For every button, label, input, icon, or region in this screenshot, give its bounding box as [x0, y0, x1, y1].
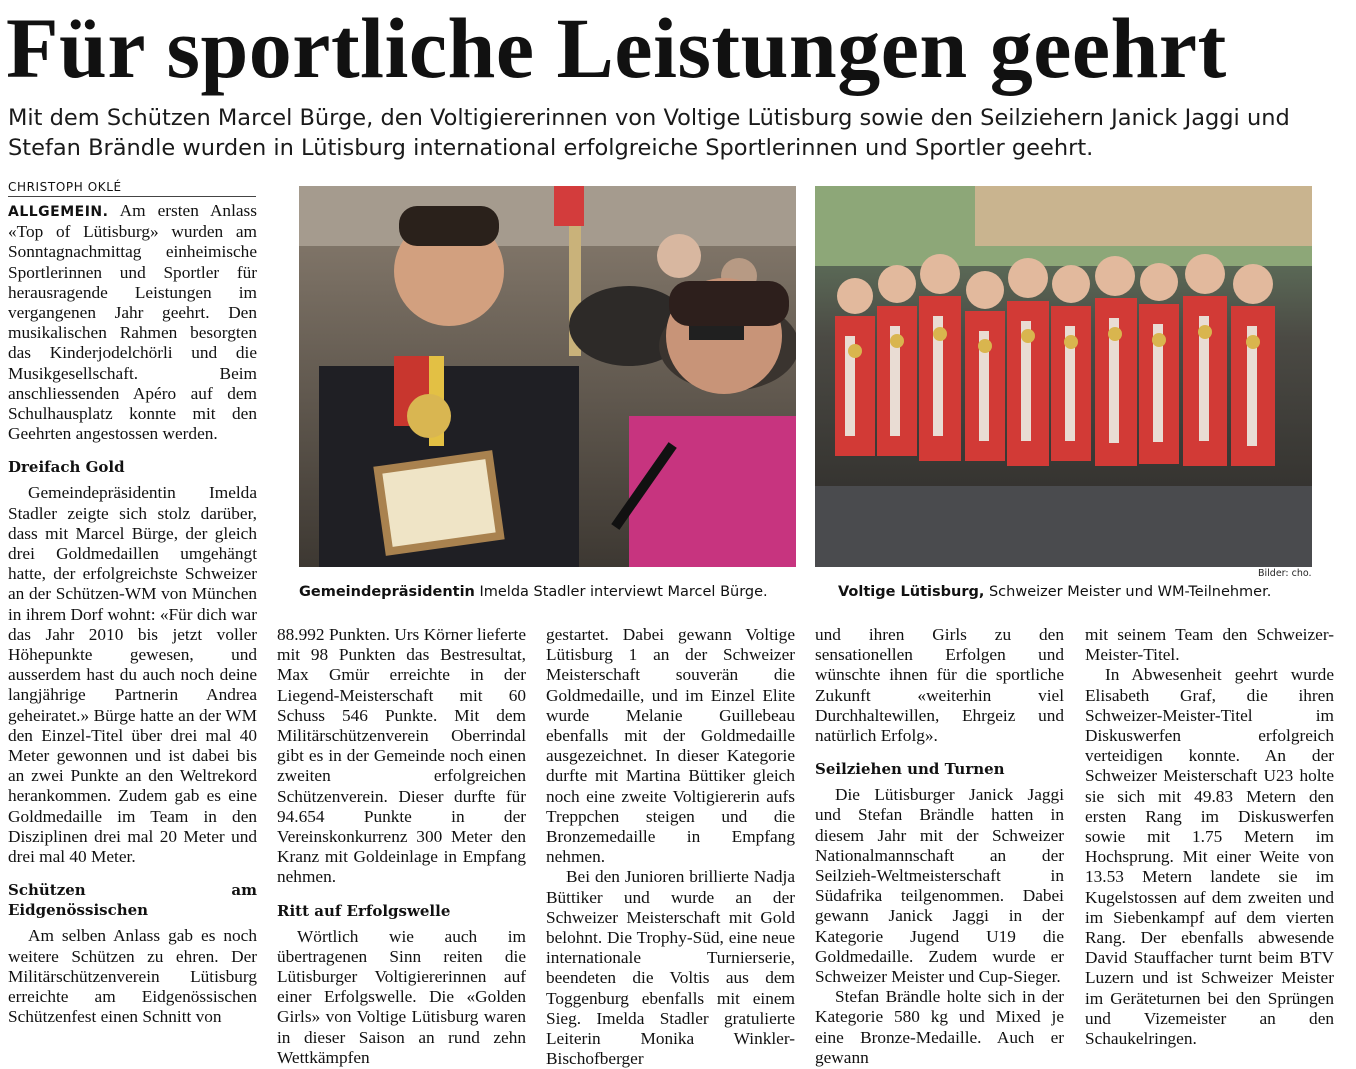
paragraph: Am selben Anlass gab es noch weitere Schützen zu ehren. Der Militärschützenverein Lütisburg erreichte am Eidgenössischen Schützenfest einen Schnitt von: [8, 926, 257, 1027]
intro-paragraph: [8, 201, 257, 444]
lead-paragraph: Mit dem Schützen Marcel Bürge, den Voltigiererinnen von Voltige Lütisburg sowie den Seilziehern Janick Jaggi und Stefan Brändle wurden in Lütisburg international erfolgreiche Sportlerinnen und Sportler geehrt.: [8, 105, 1290, 161]
paragraph: Die Lütisburger Janick Jaggi und Stefan Brändle hatten in diesem Jahr mit der Schweizer Nationalmannschaft an der Seilzieh-Weltmeisterschaft in Südafrika teilgenommen. Dabei gewann Janick Jaggi in der Kategorie Jugend U19 die Goldmedaille. Zudem wurde er Schweizer Meister und Cup-Sieger.: [815, 785, 1064, 987]
article-column-5: [1085, 625, 1334, 1049]
photo-illustration: [299, 186, 796, 567]
paragraph: Wörtlich wie auch im übertragenen Sinn reiten die Lütisburger Voltigiererinnen auf einer Erfolgswelle. Die «Golden Girls» von Voltige Lütisburg waren in dieser Saison an rund zehn Wettkämpfen: [277, 926, 526, 1067]
subheading-ritt: Ritt auf Erfolgswelle: [277, 901, 451, 920]
photo1-caption: [299, 584, 768, 600]
photo-credit: Bilder: cho.: [1258, 568, 1312, 579]
article-column-2: [277, 625, 526, 1068]
article-column-3: [546, 625, 795, 1069]
paragraph: und ihren Girls zu den sensationellen Erfolgen und wünschte ihnen für die sportliche Zukunft «weiterhin viel Durchhaltewillen, Ehrgeiz und natürlich Erfolg».: [815, 625, 1064, 746]
author-byline: CHRISTOPH OKLÉ: [8, 180, 256, 197]
headline: Für sportliche Leistungen geehrt: [6, 0, 1227, 96]
caption-bold: Voltige Lütisburg,: [838, 584, 985, 600]
article-column-4: [815, 625, 1064, 1068]
caption-text: Schweizer Meister und WM-Teilnehmer.: [984, 584, 1272, 600]
intro-text: Am ersten Anlass «Top of Lütisburg» wurden am Sonntagnachmittag einheimische Sportlerinnen und Sportler für herausragende Leistungen im vergangenen Jahr geehrt. Den musikalischen Rahmen besorgten das Kinderjodelchörli und die Musikgesellschaft. Beim anschliessenden Apéro auf dem Schulhausplatz konnte mit den Geehrten angestossen werden.: [8, 201, 257, 444]
paragraph: gestartet. Dabei gewann Voltige Lütisburg 1 an der Schweizer Meisterschaft souverän die Goldmedaille, und im Einzel Elite wurde Melanie Guillebeau ebenfalls mit der Goldmedaille ausgezeichnet. In dieser Kategorie durfte mit Martina Büttiker gleich noch eine zweite Voltigiererin aufs Treppchen steigen und die Bronzemedaille in Empfang nehmen.: [546, 625, 795, 867]
subheading-schuetzen: Schützen am Eidgenössischen: [8, 881, 257, 920]
photo-illustration: [815, 186, 1312, 567]
caption-bold: Gemeindepräsidentin: [299, 584, 475, 600]
paragraph: In Abwesenheit geehrt wurde Elisabeth Graf, die ihren Schweizer-Meister-Titel im Diskuswerfen erfolgreich verteidigen konnte. An der Schweizer Meisterschaft U23 holte sie sich mit 49.83 Metern den ersten Rang im Diskuswerfen sowie mit 1.75 Metern im Hochsprung. Mit einer Weite von 13.53 Metern landete sie im Kugelstossen auf dem zweiten und im Siebenkampf auf dem vierten Rang. Der ebenfalls abwesende David Stauffacher turnt beim BTV Luzern und ist Schweizer Meister im Geräteturnen bei den Sprüngen und Vizemeister an den Schaukelringen.: [1085, 665, 1334, 1049]
kicker: ALLGEMEIN.: [8, 204, 109, 220]
subheading-seilziehen: Seilziehen und Turnen: [815, 760, 1005, 779]
photo-marcel-buerge: [299, 186, 796, 567]
paragraph: Bei den Junioren brillierte Nadja Büttiker und wurde an der Schweizer Meisterschaft mit Gold belohnt. Die Trophy-Süd, eine neue internationale Turnierserie, beendeten die Voltis aus dem Toggenburg ebenfalls mit einem Sieg. Imelda Stadler gratulierte Leiterin Monika Winkler-Bischofberger: [546, 867, 795, 1069]
paragraph: mit seinem Team den Schweizer-Meister-Titel.: [1085, 625, 1334, 665]
paragraph: 88.992 Punkten. Urs Körner lieferte mit 98 Punkten das Bestresultat, Max Gmür erreichte in der Liegend-Meisterschaft mit 60 Schuss 546 Punkte. Mit dem Militärschützenverein Oberrindal gibt es in der Gemeinde noch einen zweiten erfolgreichen Schützenverein. Dieser durfte für 94.654 Punkte in der Vereinskonkurrenz 300 Meter den Kranz mit Goldeinlage in Empfang nehmen.: [277, 625, 526, 887]
subheading-dreifach-gold: Dreifach Gold: [8, 458, 125, 477]
photo2-caption: [838, 584, 1271, 600]
article-column-1: [8, 201, 257, 1027]
paragraph: Gemeindepräsidentin Imelda Stadler zeigte sich stolz darüber, dass mit Marcel Bürge, der gleich drei Goldmedaillen umgehängt hatte, der erfolgreichste Schweizer an der Schützen-WM von München in ihrem Dorf wohnt: «Für dich war das Jahr 2010 bis jetzt voller Höhepunkte gewesen, und ausserdem hast du auch noch deine langjährige Partnerin Andrea geheiratet.» Bürge hatte an der WM den Einzel-Titel über drei mal 40 Meter gewonnen und ist dabei bis an zwei Punkte an den Weltrekord herankommen. Zudem gab es eine Goldmedaille im Team in den Disziplinen drei mal 20 Meter und drei mal 40 Meter.: [8, 483, 257, 867]
photo-voltige-luetisburg: [815, 186, 1312, 567]
caption-text: Imelda Stadler interviewt Marcel Bürge.: [474, 584, 768, 600]
paragraph: Stefan Brändle holte sich in der Kategorie 580 kg und Mixed je eine Bronze-Medaille. Auch er gewann: [815, 987, 1064, 1067]
